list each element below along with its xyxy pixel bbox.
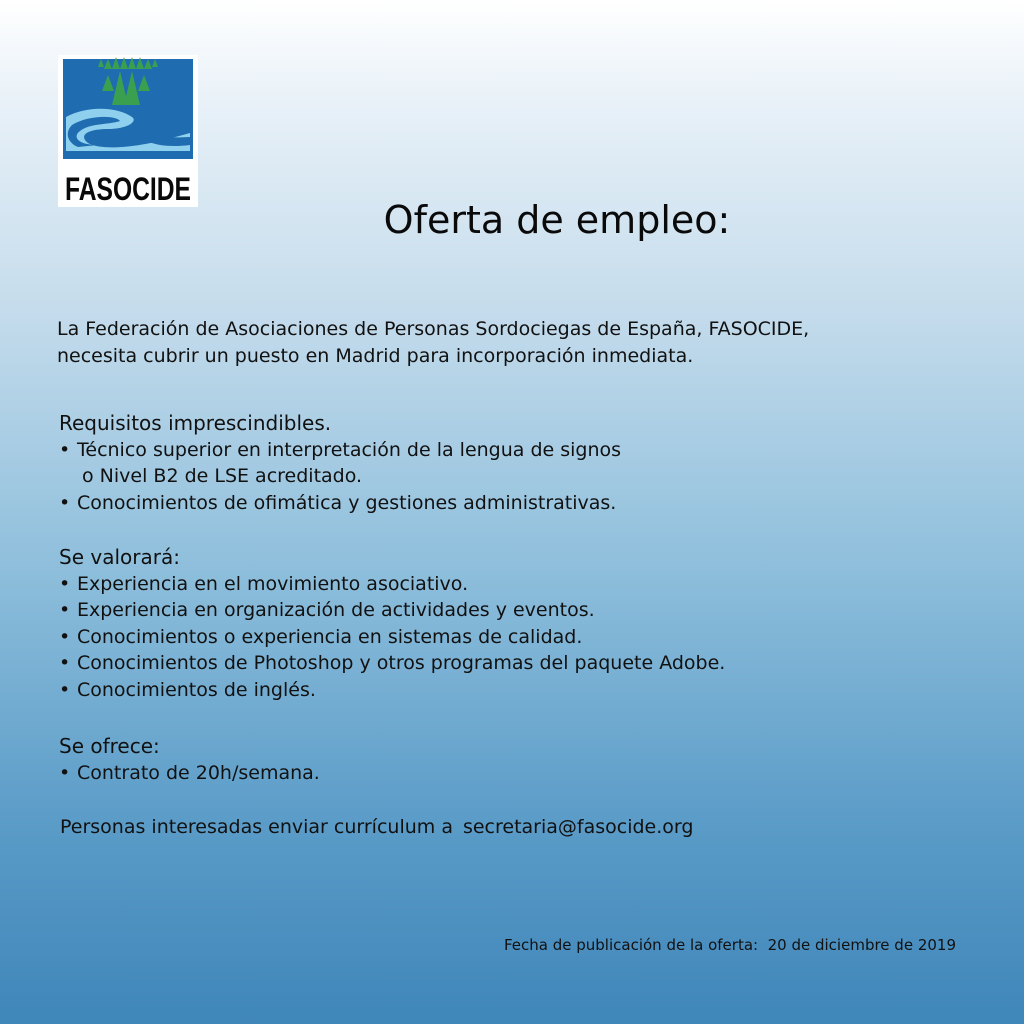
offer-section (59, 733, 959, 786)
bullet: • (59, 678, 71, 701)
bullet: • (59, 652, 71, 674)
intro-paragraph (57, 316, 987, 370)
publication-date-line (504, 936, 956, 954)
bullet: • (59, 572, 71, 595)
valued-section (59, 544, 959, 703)
list-item (59, 490, 959, 517)
bullet: • (59, 599, 71, 621)
contact-line (60, 816, 693, 838)
list-item (59, 677, 959, 704)
bullet: • (59, 761, 71, 784)
list-item-text: Conocimientos de inglés. (77, 678, 316, 701)
valued-heading: Se valorará: (59, 545, 180, 569)
logo-text: FASOCIDE (65, 171, 191, 207)
contact-text: Personas interesadas enviar currículum a (60, 816, 453, 838)
list-item (59, 624, 959, 651)
list-item-text: Conocimientos o experiencia en sistemas de calidad. (77, 625, 583, 648)
publication-label: Fecha de publicación de la oferta: (503, 936, 759, 954)
fasocide-logo (58, 55, 198, 207)
list-item-text: Conocimientos de ofimática y gestiones administrativas. (77, 491, 617, 514)
page-title: Oferta de empleo: (383, 198, 731, 242)
list-item-text: Contrato de 20h/semana. (77, 761, 320, 784)
list-item (59, 571, 959, 598)
requirements-heading: Requisitos imprescindibles. (59, 411, 332, 435)
requirements-section (59, 410, 959, 516)
bullet: • (59, 438, 71, 461)
contact-email: secretaria@fasocide.org (462, 816, 694, 838)
list-item (59, 437, 959, 490)
list-item-text: Técnico superior en interpretación de la lengua de signos (77, 438, 622, 461)
offer-heading: Se ofrece: (59, 734, 160, 758)
list-item-text: Conocimientos de Photoshop y otros programas del paquete Adobe. (77, 652, 726, 674)
list-item (59, 650, 959, 677)
intro-line: necesita cubrir un puesto en Madrid para incorporación inmediata. (57, 345, 694, 367)
list-item-text: Experiencia en el movimiento asociativo. (77, 572, 469, 595)
bullet: • (59, 625, 71, 648)
publication-date: 20 de diciembre de 2019 (767, 936, 956, 954)
logo-emblem-icon (58, 55, 198, 207)
intro-line: La Federación de Asociaciones de Personas Sordociegas de España, FASOCIDE, (57, 318, 810, 340)
list-item-text: Experiencia en organización de actividades y eventos. (77, 599, 595, 621)
bullet: • (59, 491, 71, 514)
list-item (59, 597, 959, 624)
list-item-continuation: o Nivel B2 de LSE acreditado. (82, 465, 363, 487)
list-item (59, 760, 959, 787)
